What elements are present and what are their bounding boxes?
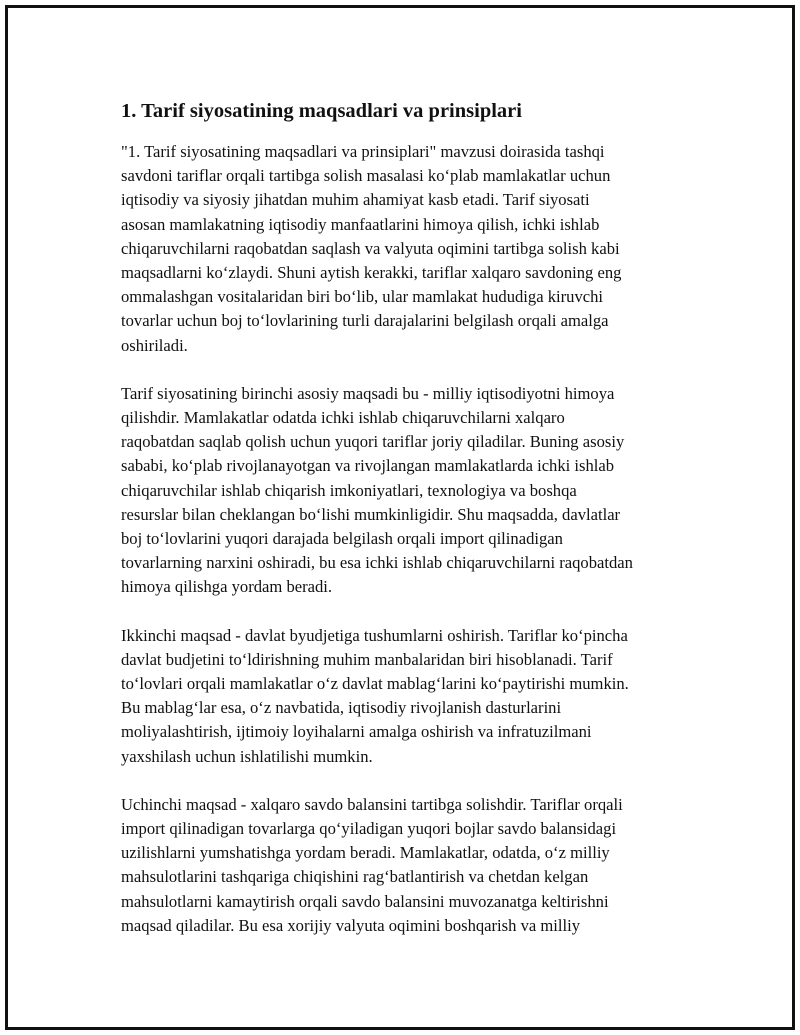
- paragraph-line: Uchinchi maqsad - xalqaro savdo balansini tartibga solishdir. Tariflar orqali: [121, 794, 623, 814]
- paragraph-4: [121, 793, 696, 938]
- paragraph-line: maqsad qiladilar. Bu esa xorijiy valyuta oqimini boshqarish va milliy: [121, 915, 581, 935]
- paragraph-line: boj toʻlovlarini yuqori darajada belgilash orqali import qilinadigan: [121, 529, 563, 549]
- paragraph-line: import qilinadigan tovarlarga qoʻyiladigan yuqori bojlar savdo balansidagi: [121, 819, 617, 839]
- paragraph-line: himoya qilishga yordam beradi.: [121, 577, 333, 597]
- paragraph-line: sababi, koʻplab rivojlanayotgan va rivojlangan mamlakatlarda ichki ishlab: [121, 456, 615, 476]
- paragraph-line: tovarlar uchun boj toʻlovlarining turli darajalarini belgilash orqali amalga: [121, 311, 609, 331]
- paragraph-2: [121, 382, 696, 600]
- paragraph-1: [121, 140, 696, 358]
- document-page: [5, 5, 795, 1030]
- paragraph-line: chiqaruvchilar ishlab chiqarish imkoniyatlari, texnologiya va boshqa: [121, 480, 577, 500]
- paragraph-line: resurslar bilan cheklangan boʻlishi mumkinligidir. Shu maqsadda, davlatlar: [121, 504, 621, 524]
- paragraph-line: asosan mamlakatning iqtisodiy manfaatlarini himoya qilish, ichki ishlab: [121, 214, 600, 234]
- paragraph-3: [121, 624, 696, 769]
- paragraph-line: oshiriladi.: [121, 335, 188, 355]
- paragraph-line: raqobatdan saqlab qolish uchun yuqori tariflar joriy qiladilar. Buning asosiy: [121, 432, 625, 452]
- section-heading: 1. Tarif siyosatining maqsadlari va prinsiplari: [121, 100, 522, 122]
- paragraph-line: tovarlarning narxini oshiradi, bu esa ichki ishlab chiqaruvchilarni raqobatdan: [121, 553, 633, 573]
- paragraph-line: moliyalashtirish, ijtimoiy loyihalarni amalga oshirish va infratuzilmani: [121, 722, 592, 742]
- paragraph-line: savdoni tariflar orqali tartibga solish masalasi koʻplab mamlakatlar uchun: [121, 166, 611, 186]
- paragraph-line: Bu mablagʻlar esa, oʻz navbatida, iqtisodiy rivojlanish dasturlarini: [121, 698, 562, 718]
- paragraph-line: qilishdir. Mamlakatlar odatda ichki ishlab chiqaruvchilarni xalqaro: [121, 408, 565, 428]
- paragraph-line: chiqaruvchilarni raqobatdan saqlash va valyuta oqimini tartibga solish kabi: [121, 238, 620, 258]
- paragraph-line: iqtisodiy va siyosiy jihatdan muhim ahamiyat kasb etadi. Tarif siyosati: [121, 190, 590, 210]
- paragraph-line: toʻlovlari orqali mamlakatlar oʻz davlat mablagʻlarini koʻpaytirishi mumkin.: [121, 674, 629, 694]
- document-content: [121, 97, 696, 962]
- paragraph-line: mahsulotlarini tashqariga chiqishini ragʻbatlantirish va chetdan kelgan: [121, 867, 589, 887]
- paragraph-line: mahsulotlarni kamaytirish orqali savdo balansini muvozanatga keltirishni: [121, 891, 609, 911]
- paragraph-line: davlat budjetini toʻldirishning muhim manbalaridan biri hisoblanadi. Tarif: [121, 649, 613, 669]
- paragraph-line: yaxshilash uchun ishlatilishi mumkin.: [121, 746, 373, 766]
- paragraph-line: "1. Tarif siyosatining maqsadlari va prinsiplari" mavzusi doirasida tashqi: [121, 142, 605, 161]
- paragraph-line: Tarif siyosatining birinchi asosiy maqsadi bu - milliy iqtisodiyotni himoya: [121, 383, 615, 403]
- paragraph-line: Ikkinchi maqsad - davlat byudjetiga tushumlarni oshirish. Tariflar koʻpincha: [121, 625, 628, 645]
- paragraph-line: uzilishlarni yumshatishga yordam beradi. Mamlakatlar, odatda, oʻz milliy: [121, 843, 610, 863]
- paragraph-line: ommalashgan vositalaridan biri boʻlib, ular mamlakat hududiga kiruvchi: [121, 287, 604, 307]
- paragraph-line: maqsadlarni koʻzlaydi. Shuni aytish kerakki, tariflar xalqaro savdoning eng: [121, 263, 622, 283]
